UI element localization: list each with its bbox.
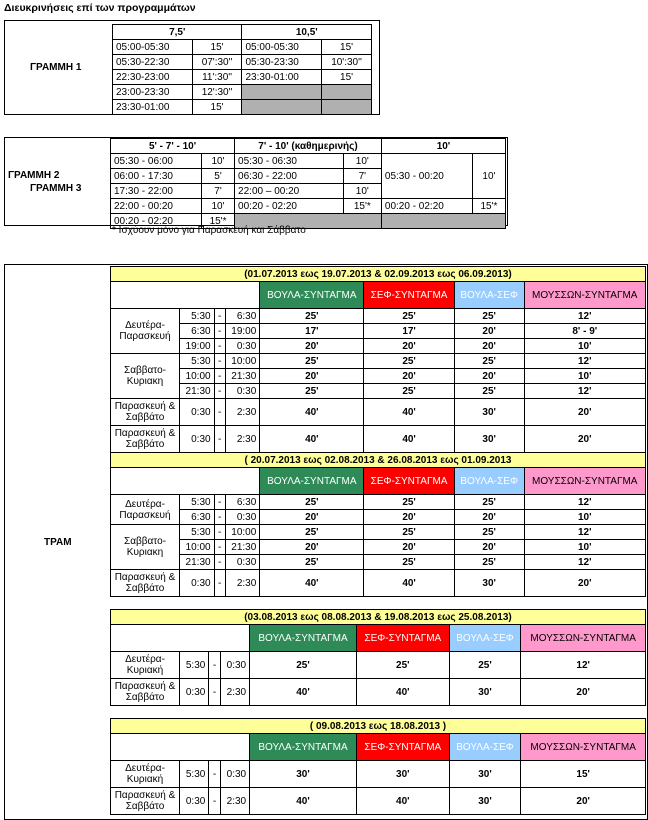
table-row [111,354,646,369]
cell: 20' [364,369,454,384]
cell: 25' [454,495,524,510]
cell: 15' [521,761,646,788]
table-row [111,154,506,169]
cell: 20' [364,510,454,525]
table-row [111,510,646,525]
table-row [113,55,372,70]
cell: 21:30 [180,555,215,570]
cell: 17' [260,324,364,339]
table-row [113,85,372,100]
cell: 10:00 [225,354,260,369]
cell: 2:30 [225,570,260,597]
cell: 05:30-23:30 [242,55,322,70]
cell: - [214,384,225,399]
cell: 25' [364,555,454,570]
line1-table [112,24,372,115]
line2-label: ΓΡΑΜΜΗ 2 [8,170,60,181]
cell: 40' [364,399,454,426]
cell: 25' [250,652,357,679]
cell: 25' [454,525,524,540]
table-row [111,570,646,597]
cell: 5:30 [180,525,215,540]
cell: 10' [524,510,645,525]
day-label: Παρασκευή & Σαββάτο [111,399,180,426]
table-row [111,495,646,510]
cell: 10' [524,339,645,354]
cell: 05:30-22:30 [113,55,193,70]
cell: 40' [250,679,357,706]
table-row [111,324,646,339]
cell: 5:30 [180,761,209,788]
cell: 15' [192,40,242,55]
line1-label: ΓΡΑΜΜΗ 1 [30,62,82,73]
cell: - [214,324,225,339]
cell: 25' [260,309,364,324]
empty-cell [322,85,372,100]
cell: 2:30 [220,679,249,706]
tram-period-p2 [110,452,646,597]
cell: 10:00 [180,540,215,555]
cell: 25' [260,525,364,540]
cell: 17' [364,324,454,339]
cell: 23:30-01:00 [242,70,322,85]
route-header-r3: ΒΟΥΛΑ-ΣΕΦ [454,468,524,495]
cell: 25' [356,652,449,679]
cell: 40' [364,570,454,597]
cell: 30' [449,761,521,788]
empty-header [111,282,260,309]
cell: 25' [260,354,364,369]
cell: 23:30-01:00 [113,100,193,115]
cell: 20' [260,540,364,555]
cell: 0:30 [225,510,260,525]
table-row [113,70,372,85]
cell: 21:30 [225,540,260,555]
table-row [111,788,646,815]
route-header-r2: ΣΕΦ-ΣΥΝΤΑΓΜΑ [364,282,454,309]
cell: 25' [454,309,524,324]
table-row [111,369,646,384]
route-header-r3: ΒΟΥΛΑ-ΣΕΦ [449,734,521,761]
cell: 0:30 [180,426,215,453]
cell: - [214,540,225,555]
day-label: Σαββατο-Κυριακη [111,354,180,399]
route-header-r4: ΜΟΥΣΣΩΝ-ΣΥΝΤΑΓΜΑ [521,625,646,652]
cell: 20' [364,339,454,354]
cell: 10' [343,154,381,169]
cell: 5:30 [180,354,215,369]
period-title: (01.07.2013 εως 19.07.2013 & 02.09.2013 εως 06.09.2013) [111,267,646,282]
table-row [113,40,372,55]
cell: 23:00-23:30 [113,85,193,100]
table-row [111,652,646,679]
cell: 0:30 [180,399,215,426]
cell: 12':30'' [192,85,242,100]
cell: 6:30 [225,495,260,510]
cell: 20' [524,570,645,597]
cell: 0:30 [225,384,260,399]
table-row [111,761,646,788]
table-row [111,199,506,214]
tram-period-p1 [110,266,646,453]
cell: 30' [449,679,521,706]
cell: 10' [202,199,235,214]
cell: - [214,510,225,525]
cell: 30' [454,399,524,426]
cell: 15' [322,70,372,85]
cell: 10' [343,184,381,199]
cell: 05:30 - 06:00 [111,154,202,169]
cell: 2:30 [225,399,260,426]
cell: 25' [364,525,454,540]
cell: 30' [449,788,521,815]
cell: 20' [454,369,524,384]
cell: 22:00 - 00:20 [111,199,202,214]
cell: 30' [250,761,357,788]
cell: - [214,369,225,384]
cell: 40' [250,788,357,815]
cell: 10' [472,154,505,199]
route-header-r2: ΣΕΦ-ΣΥΝΤΑΓΜΑ [356,625,449,652]
empty-cell [242,85,322,100]
cell: 20' [260,369,364,384]
cell: - [214,495,225,510]
cell: 0:30 [180,788,209,815]
period-title: (03.08.2013 εως 08.08.2013 & 19.08.2013 εως 25.08.2013) [111,610,646,625]
cell: 2:30 [220,788,249,815]
route-header-r4: ΜΟΥΣΣΩΝ-ΣΥΝΤΑΓΜΑ [524,468,645,495]
cell: 6:30 [180,510,215,525]
cell: - [209,679,220,706]
cell: 15' [192,100,242,115]
period-title: ( 20.07.2013 εως 02.08.2013 & 26.08.2013 εως 01.09.2013 [111,453,646,468]
cell: - [214,570,225,597]
cell: 10:00 [225,525,260,540]
table-row [111,339,646,354]
period-title: ( 09.08.2013 εως 18.08.2013 ) [111,719,646,734]
cell: 20' [260,510,364,525]
cell: 05:00-05:30 [113,40,193,55]
cell: 20' [454,339,524,354]
line23-header-3: 10' [381,139,505,154]
cell: 06:00 - 17:30 [111,169,202,184]
cell: 7' [202,184,235,199]
line23-table [110,138,506,229]
route-header-r3: ΒΟΥΛΑ-ΣΕΦ [449,625,521,652]
cell: 7' [343,169,381,184]
route-header-r1: ΒΟΥΛΑ-ΣΥΝΤΑΓΜΑ [260,282,364,309]
cell: 40' [260,570,364,597]
cell: 00:20 - 02:20 [235,199,344,214]
cell: 12' [521,652,646,679]
table-row [111,679,646,706]
day-label: Παρασκευή & Σαββάτο [111,788,180,815]
tram-label: ΤΡΑΜ [44,537,72,548]
cell: - [214,309,225,324]
day-label: Δευτέρα-Παρασκευή [111,309,180,354]
cell: 10:00 [180,369,215,384]
cell: 40' [364,426,454,453]
cell: 21:30 [180,384,215,399]
route-header-r2: ΣΕΦ-ΣΥΝΤΑΓΜΑ [356,734,449,761]
cell: - [214,339,225,354]
cell: 20' [524,426,645,453]
cell: 5:30 [180,309,215,324]
cell: - [214,555,225,570]
cell: 2:30 [225,426,260,453]
cell: 05:00-05:30 [242,40,322,55]
cell: 12' [524,555,645,570]
table-row [111,384,646,399]
cell: 40' [260,426,364,453]
route-header-r2: ΣΕΦ-ΣΥΝΤΑΓΜΑ [364,468,454,495]
cell: 06:30 - 22:00 [235,169,344,184]
table-row [111,555,646,570]
cell: 12' [524,495,645,510]
cell: 6:30 [180,324,215,339]
cell: 0:30 [220,761,249,788]
cell: - [214,399,225,426]
cell: 25' [260,384,364,399]
cell: 20' [521,788,646,815]
cell: 15'* [472,199,505,214]
route-header-r1: ΒΟΥΛΑ-ΣΥΝΤΑΓΜΑ [250,625,357,652]
cell: 15'* [202,214,235,229]
cell: - [209,761,220,788]
cell: 20' [454,324,524,339]
table-row [111,540,646,555]
cell: 30' [454,570,524,597]
table-row [111,525,646,540]
cell: - [214,354,225,369]
cell: 0:30 [220,652,249,679]
tram-period-p3 [110,609,646,706]
day-label: Δευτέρα-Κυριακή [111,652,180,679]
route-header-r4: ΜΟΥΣΣΩΝ-ΣΥΝΤΑΓΜΑ [524,282,645,309]
route-header-r1: ΒΟΥΛΑ-ΣΥΝΤΑΓΜΑ [250,734,357,761]
cell: 25' [454,555,524,570]
line1-header-105: 10,5' [242,25,372,40]
cell: 25' [454,354,524,369]
cell: 5' [202,169,235,184]
cell: 20' [454,510,524,525]
cell: 11':30'' [192,70,242,85]
cell: 8' - 9' [524,324,645,339]
cell: 20' [260,339,364,354]
cell: 19:00 [225,324,260,339]
route-header-r3: ΒΟΥΛΑ-ΣΕΦ [454,282,524,309]
cell: 10':30'' [322,55,372,70]
cell: 05:30 - 06:30 [235,154,344,169]
cell: 5:30 [180,652,209,679]
cell: 30' [356,761,449,788]
cell: 5:30 [180,495,215,510]
cell: 0:30 [180,679,209,706]
cell: 10' [524,540,645,555]
cell: 0:30 [225,555,260,570]
cell: 17:30 - 22:00 [111,184,202,199]
cell: 00:20 - 02:20 [111,214,202,229]
line3-label: ΓΡΑΜΜΗ 3 [30,183,82,194]
cell: 20' [364,540,454,555]
route-header-r4: ΜΟΥΣΣΩΝ-ΣΥΝΤΑΓΜΑ [521,734,646,761]
cell: 15' [322,40,372,55]
cell: 0:30 [225,339,260,354]
day-label: Παρασκευή & Σαββάτο [111,426,180,453]
cell: 25' [364,309,454,324]
cell: 21:30 [225,369,260,384]
day-label: Σαββατο-Κυριακη [111,525,180,570]
table-row [111,426,646,453]
cell: 20' [524,399,645,426]
day-label: Δευτέρα-Κυριακή [111,761,180,788]
cell: 0:30 [180,570,215,597]
cell: 05:30 - 00:20 [381,154,472,199]
line23-header-2: 7' - 10' (καθημερινής) [235,139,382,154]
cell: - [214,426,225,453]
cell: 25' [364,495,454,510]
day-label: Παρασκευή & Σαββάτο [111,679,180,706]
cell: 12' [524,309,645,324]
cell: 25' [454,384,524,399]
day-label: Παρασκευή & Σαββάτο [111,570,180,597]
cell: 00:20 - 02:20 [381,199,472,214]
cell: 10' [524,369,645,384]
table-row [111,399,646,426]
cell: 40' [356,788,449,815]
cell: 07':30'' [192,55,242,70]
table-row [111,309,646,324]
empty-cell [381,214,505,229]
empty-cell [242,100,322,115]
footnote: * Ισχύουν μόνο για Παρασκευή και Σάββατο [112,225,306,236]
cell: 20' [521,679,646,706]
tram-period-p4 [110,718,646,815]
cell: - [209,652,220,679]
cell: - [214,525,225,540]
cell: 25' [364,354,454,369]
cell: 20' [454,540,524,555]
empty-cell [322,100,372,115]
cell: 25' [364,384,454,399]
cell: 22:30-23:00 [113,70,193,85]
cell: 19:00 [180,339,215,354]
route-header-r1: ΒΟΥΛΑ-ΣΥΝΤΑΓΜΑ [260,468,364,495]
cell: 10' [202,154,235,169]
cell: 12' [524,525,645,540]
page-title: Διευκρινήσεις επί των προγραμμάτων [4,2,196,14]
day-label: Δευτέρα-Παρασκευή [111,495,180,525]
cell: 12' [524,384,645,399]
table-row [113,100,372,115]
cell: 15'* [343,199,381,214]
cell: - [209,788,220,815]
cell: 22:00 – 00:20 [235,184,344,199]
cell: 6:30 [225,309,260,324]
cell: 40' [260,399,364,426]
line23-header-1: 5' - 7' - 10' [111,139,235,154]
cell: 12' [524,354,645,369]
empty-header [111,468,260,495]
line1-header-75: 7,5' [113,25,242,40]
empty-header [111,734,250,761]
cell: 30' [454,426,524,453]
cell: 25' [260,495,364,510]
empty-header [111,625,250,652]
cell: 25' [449,652,521,679]
cell: 25' [260,555,364,570]
cell: 40' [356,679,449,706]
